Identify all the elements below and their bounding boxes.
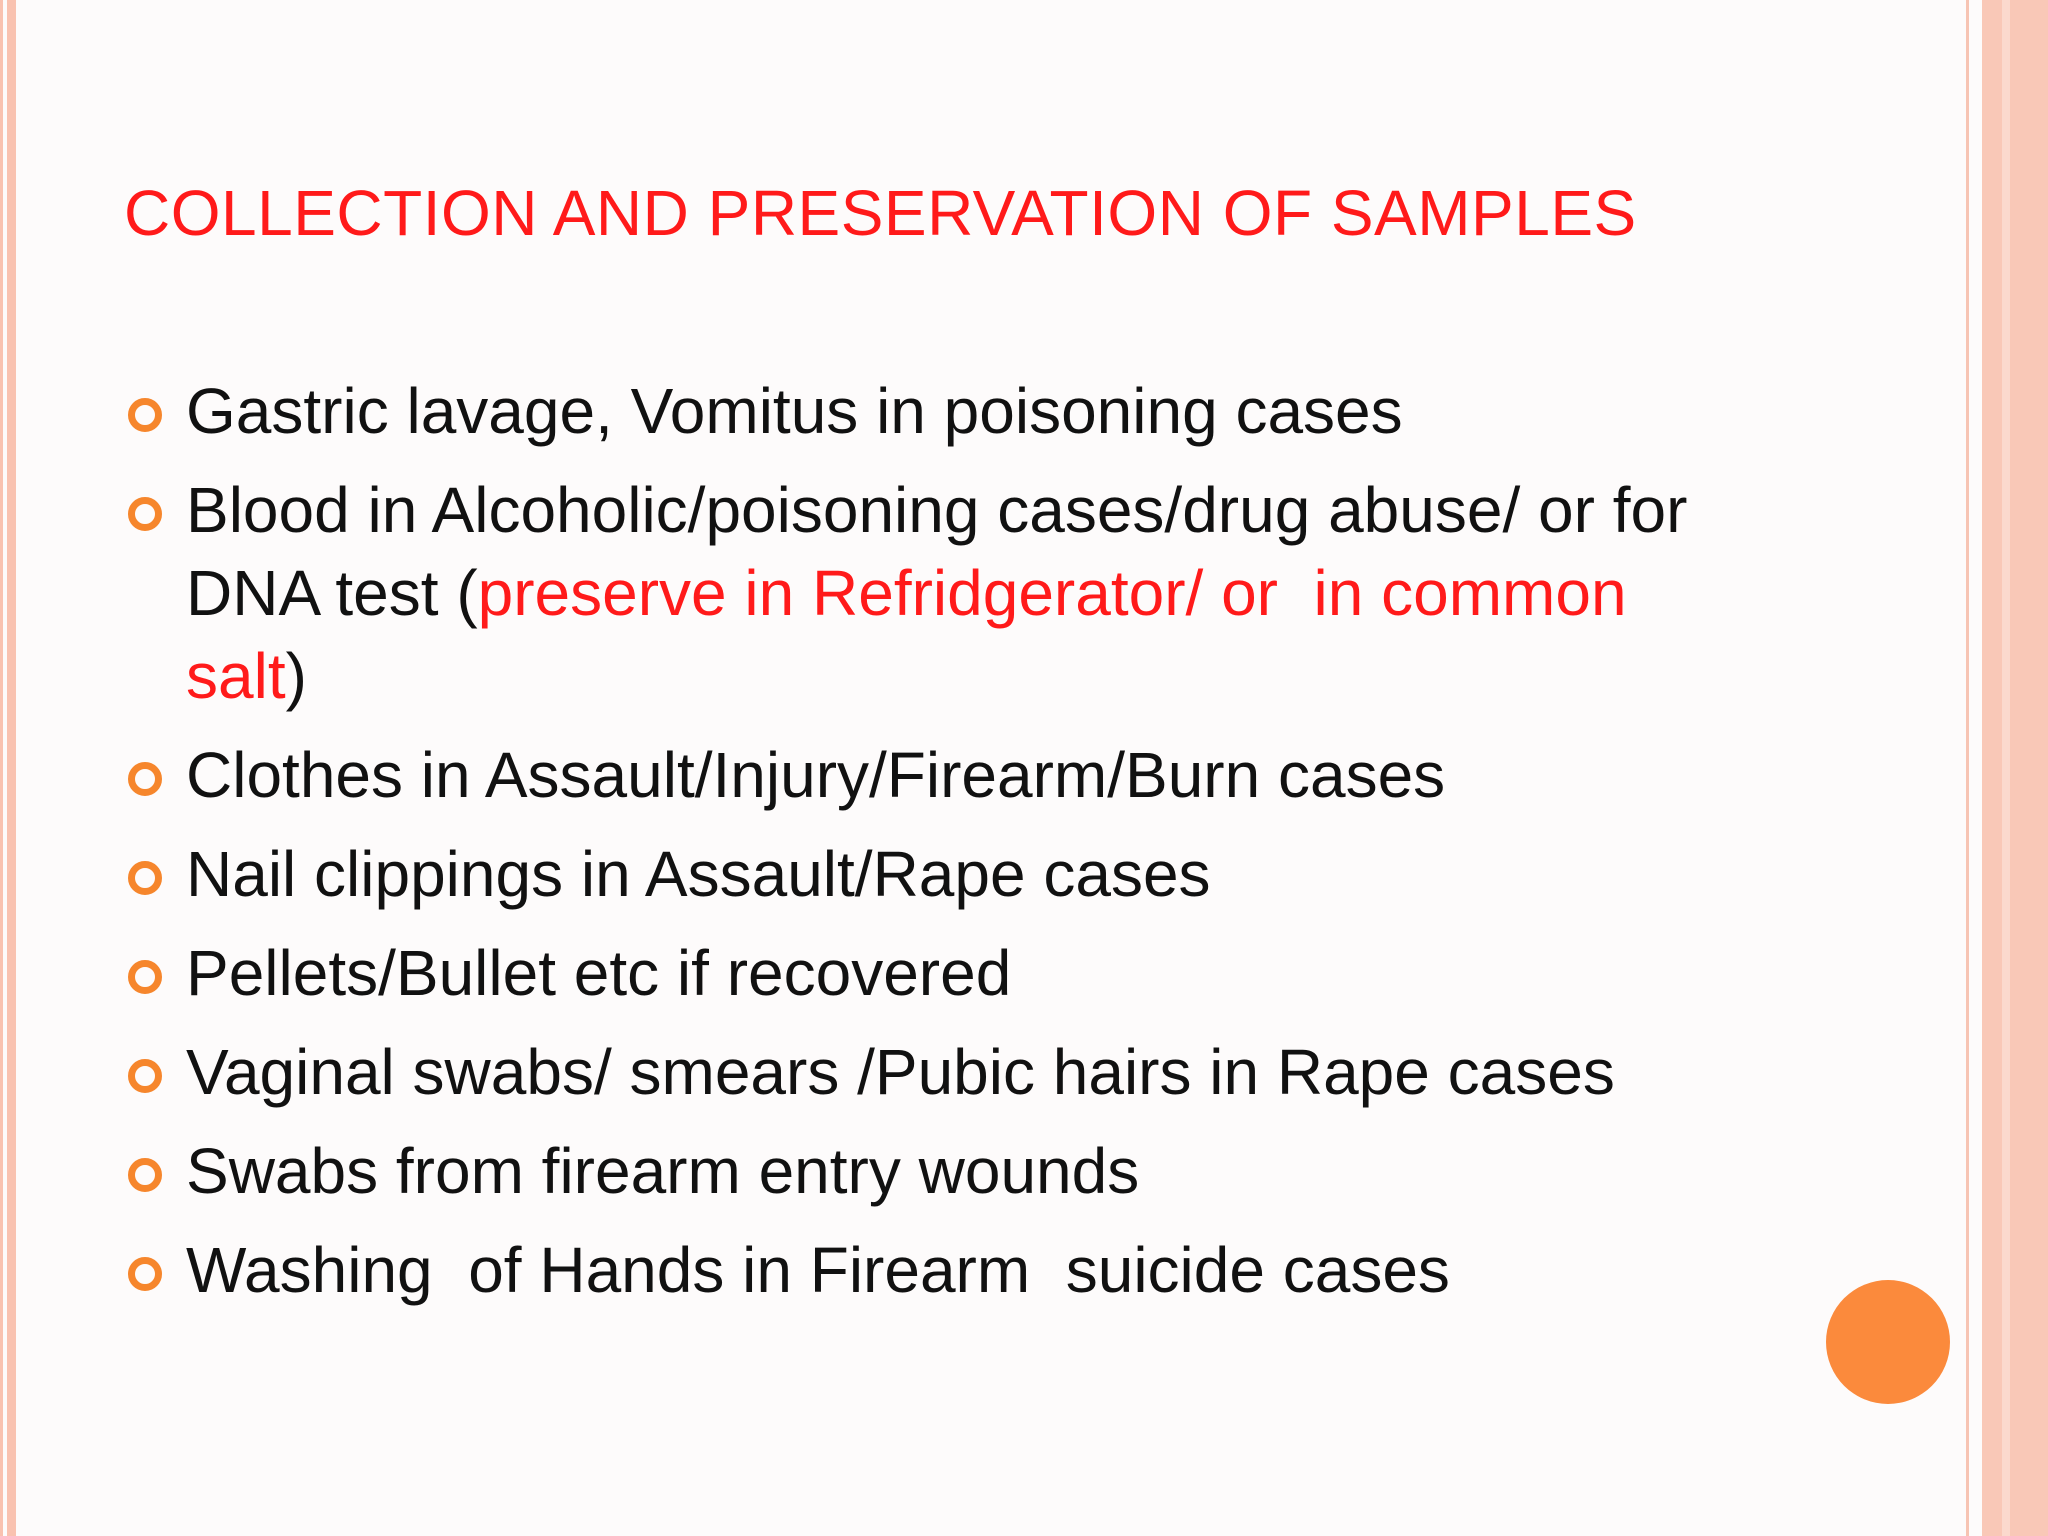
bullet-text: Nail clippings in Assault/Rape cases [186,838,1211,910]
right-border-decoration [1966,0,2048,1536]
left-border-decoration [0,0,16,1536]
bullet-text-highlight: preserve in Refridgerator/ or in common salt [186,557,1645,712]
hollow-circle-bullet-icon [128,762,162,796]
hollow-circle-bullet-icon [128,1059,162,1093]
slide-title: COLLECTION AND PRESERVATION OF SAMPLES [124,177,1637,249]
hollow-circle-bullet-icon [128,1158,162,1192]
bullet-item-gastric-lavage [124,370,1764,453]
bullet-text: Gastric lavage, Vomitus in poisoning cases [186,375,1403,447]
bullet-item-washing-hands [124,1229,1764,1312]
bullet-text: Swabs from firearm entry wounds [186,1135,1140,1207]
hollow-circle-bullet-icon [128,1257,162,1291]
hollow-circle-bullet-icon [128,497,162,531]
bullet-item-pellets [124,932,1764,1015]
hollow-circle-bullet-icon [128,861,162,895]
bullet-item-nail-clippings [124,833,1764,916]
bullet-text-closing: ) [285,640,307,712]
bullet-text: Vaginal swabs/ smears /Pubic hairs in Rape cases [186,1036,1615,1108]
bullet-text: Clothes in Assault/Injury/Firearm/Burn cases [186,739,1446,811]
orange-circle-decoration [1826,1280,1950,1404]
bullet-item-vaginal-swabs [124,1031,1764,1114]
bullet-item-swabs-firearm [124,1130,1764,1213]
bullet-list [124,370,1764,1328]
bullet-text: Pellets/Bullet etc if recovered [186,937,1012,1009]
bullet-item-blood [124,469,1764,718]
bullet-text: Blood in Alcoholic/poisoning cases/drug abuse/ or for DNA test ( [186,474,1706,629]
hollow-circle-bullet-icon [128,960,162,994]
bullet-text: Washing of Hands in Firearm suicide cases [186,1234,1450,1306]
hollow-circle-bullet-icon [128,398,162,432]
bullet-item-clothes [124,734,1764,817]
